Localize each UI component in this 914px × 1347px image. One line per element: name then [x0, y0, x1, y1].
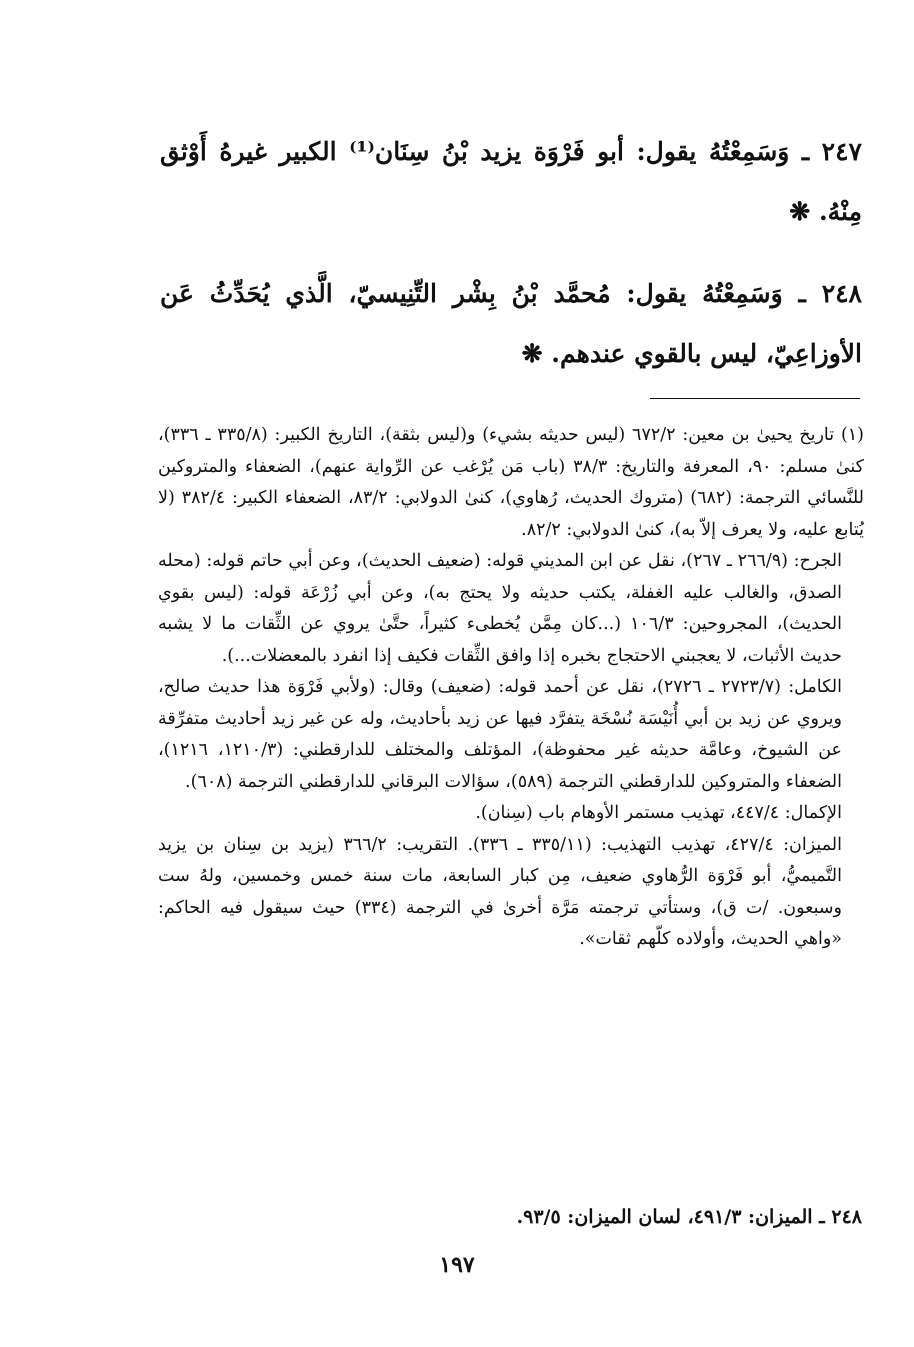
footnote-separator [650, 398, 860, 399]
footnote-paragraph: الميزان: ٤٢٧/٤، تهذيب التهذيب: (٣٣٥/١١ ـ ٣٣٦). التقريب: ٣٦٦/٢ (يزيد بن سِنان بن يزيد التَّميميُّ، أبو فَرْوَة الرُّهاوي ضعيف، مِن كبار السابعة، مات سنة خمس وخمسين، ولهُ ست وسبعون. /ت ق)، وستأتي ترجمته مَرَّة أخرىٰ في الترجمة (٣٣٤) حيث سيقول فيه الحاكم: «واهي الحديث، وأولاده كلّهم ثقات». [158, 834, 843, 949]
footnote-paragraph [158, 420, 864, 546]
footnotes [158, 420, 864, 956]
footnote-paragraph: الجرح: (٢٦٦/٩ ـ ٢٦٧)، نقل عن ابن المديني قوله: (ضعيف الحديث)، وعن أبي حاتم قوله: (محله الصدق، والغالب عليه الغفلة، يكتب حديثه ولا يحتج به)، وعن أبي زُرْعَة قوله: (ليس بقوي الحديث)، المجروحين: ١٠٦/٣ (...كان مِمَّن يُخطىء كثيراً، حتَّىٰ يروي عن الثِّقات ما لا يشبه حديث الأثبات، لا يعجبني الاحتجاج بخبره إذا وافق الثِّقات فكيف إذا انفرد بالمعضلات...). [158, 551, 842, 666]
entry-text: وَسَمِعْتُهُ يقول: أبو فَرْوَة يزيد بْنُ سِنَان⁽¹⁾ الكبير غيرهُ أَوْثق مِنْهُ. ❋ [160, 137, 862, 226]
entry-number: ٢٤٨ ـ [798, 279, 862, 308]
page-number: ١٩٧ [439, 1252, 475, 1278]
footnote-paragraph: الإكمال: ٤٤٧/٤، تهذيب مستمر الأوهام باب (سِنان). [475, 803, 842, 823]
footnote-paragraph: الكامل: (٢٧٢٣/٧ ـ ٢٧٢٦)، نقل عن أحمد قوله: (ضعيف) وقال: (ولأبي فَرْوَة هذا حديث صالح، ويروي عن زيد بن أبي أُنَيْسَة نُسْخَة يتفرَّد فيها عن زيد بأحاديث، وله عن غير زيد أحاديث متفرِّقة عن الشيوخ، وعامَّة حديثه غير محفوظة)، المؤتلف والمختلف للدارقطني: (١٢١٠/٣، ١٢١٦)، الضعفاء والمتروكين للدارقطني الترجمة (٥٨٩)، سؤالات البرقاني للدارقطني الترجمة (٦٠٨). [158, 677, 842, 792]
entry-text: وَسَمِعْتُهُ يقول: مُحمَّد بْنُ بِشْر التِّنِيسيّ، الَّذي يُحَدِّثُ عَن الأوزاعِيّ، ليس بالقوي عندهم. ❋ [160, 279, 862, 368]
entry-number: ٢٤٧ ـ [801, 137, 862, 166]
footnote-marker: (١) [840, 425, 864, 445]
entry-248 [160, 264, 862, 384]
source-note: ٢٤٨ ـ الميزان: ٤٩١/٣، لسان الميزان: ٩٣/٥. [516, 1206, 862, 1228]
entry-247 [160, 122, 862, 242]
footnote-text: تاريخ يحيىٰ بن معين: ٦٧٢/٢ (ليس حديثه بشيء) و(ليس بثقة)، التاريخ الكبير: (٣٣٥/٨ ـ ٣٣٦)، كنىٰ مسلم: ٩٠، المعرفة والتاريخ: ٣٨/٣ (باب مَن يُرْغب عن الرِّواية عنهم)، الضعفاء والمتروكين للنَّسائي الترجمة: (٦٨٢) (متروك الحديث، رُهاوي)، كنىٰ الدولابي: ٨٣/٢، الضعفاء الكبير: ٣٨٢/٤ (لا يُتابع عليه، ولا يعرف إلاّ به)، كنىٰ الدولابي: ٨٢/٢. [158, 425, 864, 540]
